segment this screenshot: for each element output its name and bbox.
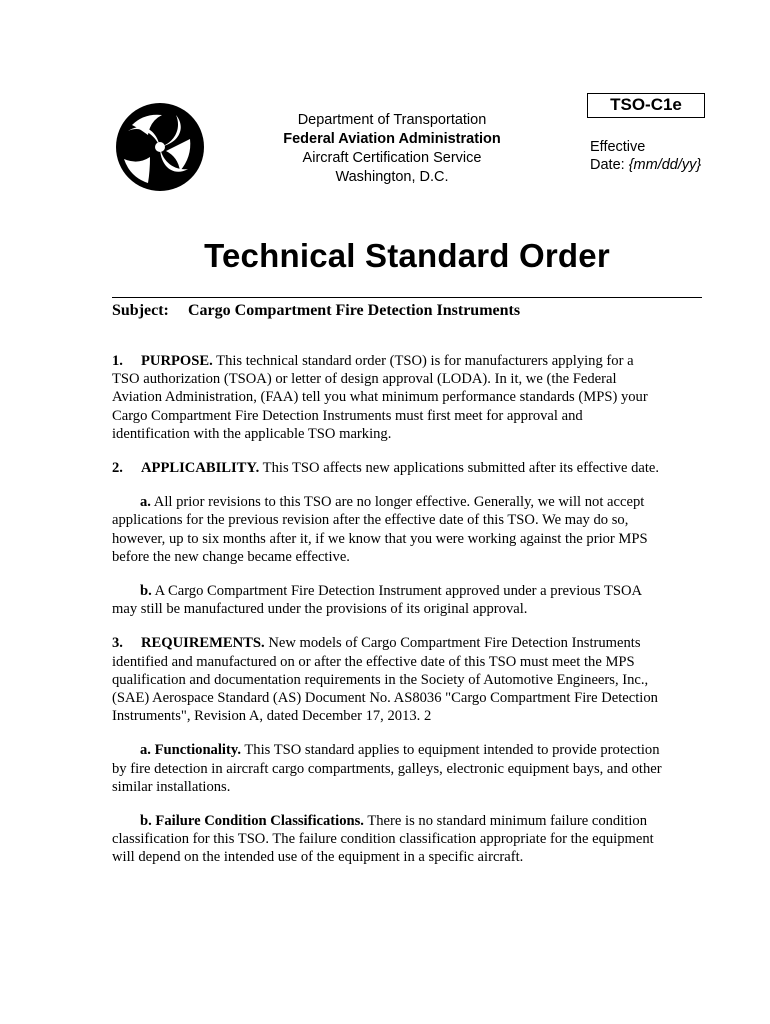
section-purpose: 1. PURPOSE. This technical standard order (TSO) is for manufacturers applying for a TSO authorization (TSOA) or letter of design approval (LODA). In it, we (the Federal Aviation Administration, (FAA) tell you what minimum performance standards (MPS) your Cargo Compartment Fire Detection Instruments must first meet for approval and identification with the applicable TSO marking. — [112, 353, 648, 442]
subject-label: Subject: — [112, 302, 169, 319]
agency-block — [262, 111, 522, 187]
date-value: {mm/dd/yy} — [628, 157, 702, 173]
service-name: Aircraft Certification Service — [302, 150, 482, 166]
requirements-a: a. Functionality. This TSO standard applies to equipment intended to provide protection by fire detection in aircraft cargo compartments, galleys, electronic equipment bays, and other similar installations. — [112, 742, 662, 795]
title-divider — [112, 297, 702, 298]
purpose-text: This technical standard order (TSO) is for manufacturers applying for a TSO authorization (TSOA) or letter of design approval (LODA). In it, we (the Federal Aviation Administration, (FAA) tell you what minimum performance standards (MPS) your Cargo Compartment Fire Detection Instruments must first meet for approval and identification with the applicable TSO marking. — [112, 353, 648, 442]
purpose-heading: PURPOSE. — [141, 353, 213, 369]
applicability-b: b. A Cargo Compartment Fire Detection Instrument approved under a previous TSOA may still be manufactured under the provisions of its original approval. — [112, 583, 642, 618]
department-name: Department of Transportation — [297, 112, 487, 128]
functionality-text: This TSO standard applies to equipment intended to provide protection by fire detection in aircraft cargo compartments, galleys, electronic equipment bays, and other similar installations. — [112, 742, 662, 795]
effective-label: Effective — [590, 139, 646, 155]
location: Washington, D.C. — [335, 169, 449, 185]
tso-number-box: TSO-C1e — [587, 93, 705, 118]
subject-line — [112, 302, 520, 320]
section-requirements: 3. REQUIREMENTS. New models of Cargo Compartment Fire Detection Instruments identified and manufactured on or after the effective date of this TSO must meet the MPS qualification and documentation requirements in the Society of Automotive Engineers, Inc., (SAE) Aerospace Standard (AS) Document No. AS8036 "Cargo Compartment Fire Detection Instruments", Revision A, dated December 17, 2013. 2 — [112, 635, 658, 725]
applicability-text: This TSO affects new applications submitted after its effective date. — [262, 460, 660, 477]
effective-date-block — [590, 138, 701, 174]
functionality-heading: Functionality. — [154, 742, 241, 759]
section-applicability: 2. APPLICABILITY. This TSO affects new applications submitted after its effective date. — [112, 460, 660, 477]
subject-text: Cargo Compartment Fire Detection Instruments — [188, 302, 521, 319]
applicability-heading: APPLICABILITY. — [141, 460, 260, 477]
requirements-heading: REQUIREMENTS. — [141, 635, 265, 652]
document-title: Technical Standard Order — [204, 237, 610, 274]
failure-condition-heading: Failure Condition Classifications. — [155, 813, 364, 830]
failure-condition-text: There is no standard minimum failure condition classification for this TSO. The failure condition classification appropriate for the equipment will depend on the intended use of the equipment in a specific aircraft. — [112, 813, 654, 866]
applicability-b-text: A Cargo Compartment Fire Detection Instrument approved under a previous TSOA may still be manufactured under the provisions of its original approval. — [112, 583, 642, 618]
requirements-b: b. Failure Condition Classifications. There is no standard minimum failure condition classification for this TSO. The failure condition classification appropriate for the equipment will depend on the intended use of the equipment in a specific aircraft. — [112, 813, 654, 866]
administration-name: Federal Aviation Administration — [283, 131, 501, 147]
dot-triskelion-logo-icon — [110, 95, 210, 195]
document-body — [112, 352, 664, 883]
applicability-a-text: All prior revisions to this TSO are no longer effective. Generally, we will not accept applications for the previous revision after the effective date of this TSO. We may do so, however, up to six months after it, if we know that you were working against the prior MPS before the new change became effective. — [112, 494, 648, 565]
applicability-a: a. All prior revisions to this TSO are no longer effective. Generally, we will not accept applications for the previous revision after the effective date of this TSO. We may do so, however, up to six months after it, if we know that you were working against the prior MPS before the new change became effective. — [112, 494, 648, 565]
date-label: Date: — [590, 157, 625, 173]
requirements-text: New models of Cargo Compartment Fire Detection Instruments identified and manufactured on or after the effective date of this TSO must meet the MPS qualification and documentation requirements in the Society of Automotive Engineers, Inc., (SAE) Aerospace Standard (AS) Document No. AS8036 "Cargo Compartment Fire Detection Instruments", Revision A, dated December 17, 2013. 2 — [112, 635, 658, 725]
